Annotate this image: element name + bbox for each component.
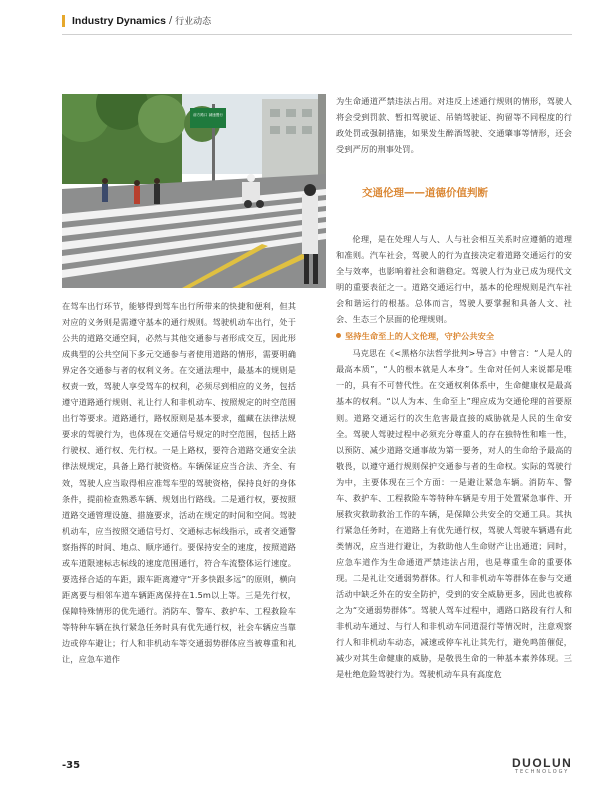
bullet-dot-icon <box>336 333 341 338</box>
brand-name: DUOLUN <box>512 756 573 770</box>
right-column-top <box>336 93 572 157</box>
left-paragraph: 在驾车出行环节，能够得到驾车出行所带来的快捷和便利，但其对应的义务则是需遵守基本的通行规则。驾驶机动车出行，处于公共的道路交通空间，必然与其他交通参与者形成交互，因此形成典型的公共空间下多元交通参与者使用道路的情形，需要明确界定各交通参与者的权利义务。在交通法理中，最基本的规则是权责一致，驾驶人享受驾车的权利，必须尽到相应的义务，包括遵守道路通行规则、礼让行人和非机动车、按照规定的时空范围出行等要求。道路通行，路权原则是基本要求，蕴藏在法律法规要求的驾驶行为，也体现在交通信号规定的时空范围，包括上路行驶权、通行权、先行权。一是上路权，要符合道路交通安全法律法规规定，具备上路行驶资格。车辆保证应当合法、齐全、有效，驾驶人应当取得相应准驾车型的驾驶资格，保持良好的身体条件，提前检查熟悉车辆、规划出行路线。二是通行权，要按照道路交通管理设施、措施要求，活动在规定的时间和空间。驾驶机动车，应当按照交通信号灯、交通标志标线指示，或者交通警察指挥的时间、地点、顺序通行。要保持安全的速度，按照道路或车道限速标志标线的速度范围通行，符合车流整体运行速度。要选择合适的车距，跟车距离遵守“开多快跟多远”的原则，横向距离要与相邻车道车辆距离保持在1.5m以上等。三是先行权，保障特殊情形的优先通行。消防车、警车、救护车、工程救险车等特种车辆在执行紧急任务时具有优先通行权，社会车辆应当靠边或停车避让；行人和非机动车等交通弱势群体应当被尊重和礼让，应急车道作 <box>62 301 296 665</box>
section-title: 交通伦理——道德价值判断 <box>362 187 488 199</box>
section-label-cn: 行业动态 <box>175 17 212 27</box>
right-column <box>336 231 572 682</box>
page-number: -35 <box>62 760 81 771</box>
brand-subtitle: TECHNOLOGY <box>514 769 570 775</box>
right-top-paragraph: 为生命通道严禁违法占用。对违反上述通行规则的情形，驾驶人将会受到罚款、暂扣驾驶证、吊销驾驶证、拘留等不同程度的行政处罚或强制措施，如果发生醉酒驾驶、交通肇事等情形，还会受到严厉的刑事处罚。 <box>336 96 572 155</box>
street-crossing-photo <box>62 94 326 288</box>
bullet-heading <box>336 328 572 344</box>
left-column <box>62 298 296 667</box>
header-accent-bar <box>62 15 65 27</box>
page-header <box>62 14 211 27</box>
section-body: 马克思在《<黑格尔法哲学批判>导言》中曾言：“人是人的最高本质”，“人的根本就是人本身”。生命对任何人来说都是唯一的，具有不可替代性。在交通权利体系中，生命健康权是最高基本的权利。“以人为本、生命至上”理应成为交通伦理的首要原则。道路交通运行的次生危害最直接的威胁就是人民的生命安全。驾驶人驾驶过程中必须充分尊重人的存在独特性和唯一性，以预防、减少道路交通事故为第一要务，对人的生命给予最高的敬畏，以遵守通行规则保护交通参与者的生命权。实际的驾驶行为中，主要体现在三个方面：一是避让紧急车辆。消防车、警车、救护车、工程救险车等特种车辆是专用于处置紧急事件、开展救灾救助救治工作的车辆，是保障公共安全的交通工具。其执行紧急任务时，在道路上有优先通行权，驾驶人驾驶车辆遇有此类情况，应当进行避让，为救助他人生命财产让出通道；同时，应急车道作为生命通道严禁违法占用，也是尊重生命的重要体现。二是礼让交通弱势群体。行人和非机动车等群体在参与交通活动中缺乏外在的安全防护，受到的安全威胁更多，因此也被称之为“交通弱势群体”。驾驶人驾车过程中，遇路口路段有行人和非机动车通过、与行人和非机动车同道混行等情况时，注意观察行人和非机动车动态，减速或停车礼让其先行，避免鸣笛催促，减少对其生命健康的威胁，是敬畏生命的一种基本素养体现。三是杜绝危险驾驶行为。驾驶机动车具有高度危 <box>336 348 572 680</box>
road-sign-text: 前方路口 减速慢行 <box>193 113 223 117</box>
brand-logo <box>512 756 572 775</box>
bullet-heading-text: 坚持生命至上的人文伦理，守护公共安全 <box>345 331 495 342</box>
section-label-en: Industry Dynamics <box>72 14 166 27</box>
header-divider <box>62 34 572 35</box>
section-intro: 伦理，是在处理人与人、人与社会相互关系时应遵循的道理和准则。汽车社会，驾驶人的行为直接决定着道路交通运行的安全与效率，也影响着社会和谐稳定。驾驶人行为业已成为现代文明的重要表征之一。道路交通运行中，基本的伦理规则是汽车社会和谐运行的根基。总体而言，驾驶人要掌握和具备人文、社会、生态三个层面的伦理规则。 <box>336 234 572 325</box>
section-separator: / <box>168 15 173 26</box>
